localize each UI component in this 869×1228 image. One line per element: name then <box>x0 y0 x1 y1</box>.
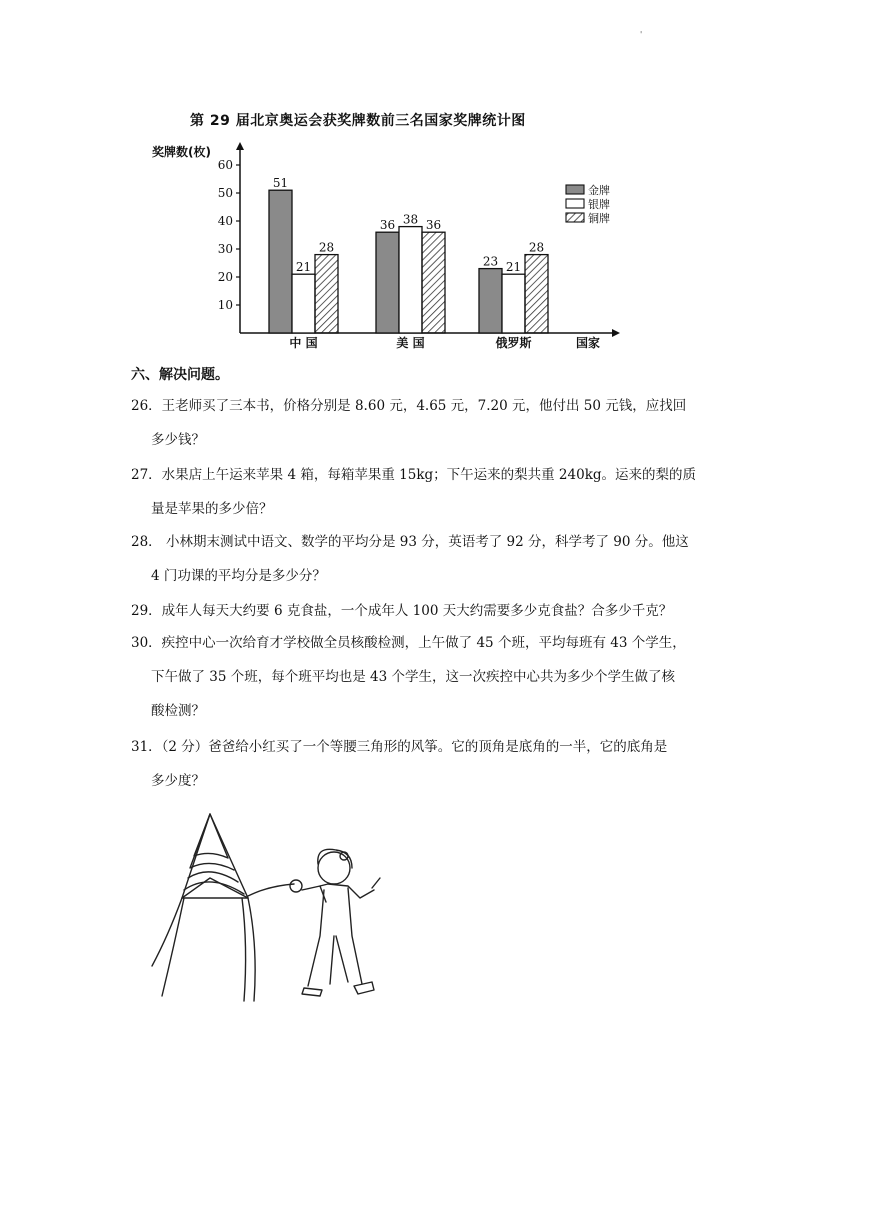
question-27 <box>131 458 751 526</box>
y-tick-label: 60 <box>217 158 233 172</box>
y-axis-label: 奖牌数(枚) <box>152 145 211 159</box>
x-axis-arrow <box>612 329 620 337</box>
legend-swatch <box>566 199 584 208</box>
x-tick-label: 中 国 <box>289 336 318 350</box>
bar-value-label: 36 <box>425 218 442 233</box>
x-axis-label: 国家 <box>576 336 601 350</box>
legend-label: 铜牌 <box>588 212 610 225</box>
question-text-cont: 下午做了 35 个班，每个班平均也是 43 个学生，这一次疾控中心共为多少个学生做了核 <box>151 669 676 685</box>
bar <box>292 274 315 333</box>
bar <box>376 232 399 333</box>
legend-swatch <box>566 185 584 194</box>
question-29 <box>131 594 751 628</box>
question-text: 27．水果店上午运来苹果 4 箱，每箱苹果重 15kg；下午运来的梨共重 240kg。运来的梨的质 <box>131 467 697 483</box>
bar <box>479 269 502 333</box>
girl-icon <box>290 849 380 996</box>
question-text: 28． 小林期末测试中语文、数学的平均分是 93 分，英语考了 92 分，科学考了 90 分。他这 <box>131 534 689 550</box>
legend-swatch <box>566 213 584 222</box>
section-heading: 六、解决问题。 <box>131 367 229 383</box>
kite-girl-illustration <box>148 806 388 1006</box>
chart-legend <box>566 183 610 225</box>
bar <box>315 255 338 333</box>
question-28 <box>131 525 751 593</box>
question-30 <box>131 626 751 728</box>
bar-value-label: 51 <box>272 176 289 191</box>
question-text: 26．王老师买了三本书，价格分别是 8.60 元，4.65 元，7.20 元，他付出 50 元钱，应找回 <box>131 398 687 414</box>
y-tick-label: 10 <box>217 298 233 312</box>
bar-value-label: 28 <box>528 240 545 255</box>
bar-value-label: 21 <box>505 260 522 275</box>
bar-value-label: 23 <box>482 254 499 269</box>
question-text: 31．（2 分）爸爸给小红买了一个等腰三角形的风筝。它的顶角是底角的一半，它的底角是 <box>131 739 668 755</box>
question-26 <box>131 389 751 457</box>
y-tick-label: 50 <box>217 186 233 200</box>
page-mark: ' <box>640 30 643 39</box>
question-text-cont: 多少钱？ <box>151 432 205 448</box>
y-axis-arrow <box>236 142 244 150</box>
chart-title: 第 29 届北京奥运会获奖牌数前三名国家奖牌统计图 <box>190 113 526 129</box>
x-tick-label: 俄罗斯 <box>495 336 532 350</box>
question-31 <box>131 730 751 798</box>
bar-value-label: 36 <box>379 218 396 233</box>
y-tick-label: 20 <box>217 270 233 284</box>
question-text-cont: 多少度？ <box>151 773 205 789</box>
question-text: 30．疾控中心一次给育才学校做全员核酸检测，上午做了 45 个班，平均每班有 43 个学生， <box>131 635 686 651</box>
question-text-cont: 4 门功课的平均分是多少分？ <box>151 568 326 584</box>
bar-value-label: 38 <box>402 212 419 227</box>
question-text-cont: 酸检测？ <box>151 703 205 719</box>
y-tick-label: 30 <box>217 242 233 256</box>
kite-icon <box>152 814 294 1001</box>
bar <box>502 274 525 333</box>
bar <box>422 232 445 333</box>
question-text-cont: 量是苹果的多少倍？ <box>151 501 273 517</box>
y-tick-label: 40 <box>217 214 233 228</box>
medal-bar-chart <box>148 138 628 353</box>
bar <box>525 255 548 333</box>
bar-value-label: 28 <box>318 240 335 255</box>
bar <box>399 227 422 333</box>
legend-label: 银牌 <box>588 198 610 211</box>
bar-value-label: 21 <box>295 260 312 275</box>
bar <box>269 190 292 333</box>
question-text: 29．成年人每天大约要 6 克食盐，一个成年人 100 天大约需要多少克食盐？合多少千克？ <box>131 603 673 619</box>
x-tick-label: 美 国 <box>396 336 425 350</box>
legend-label: 金牌 <box>588 184 610 197</box>
